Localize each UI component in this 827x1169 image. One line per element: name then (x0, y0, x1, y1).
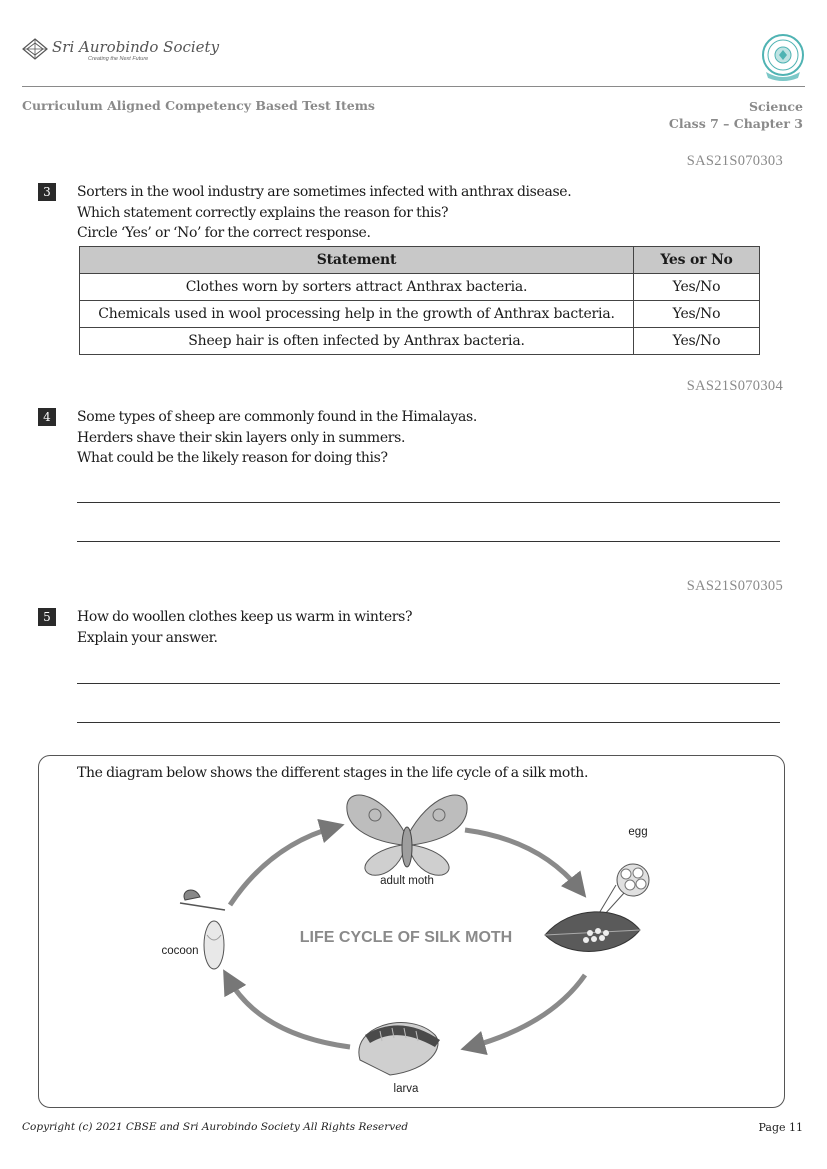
label-cocoon: cocoon (161, 945, 199, 957)
label-adult-moth: adult moth (380, 875, 434, 887)
leaf-icon (545, 912, 640, 952)
question-line: Sorters in the wool industry are sometimes infected with anthrax disease. (77, 184, 572, 200)
question-code: SAS21S070303 (686, 153, 783, 169)
header-rule (22, 86, 805, 87)
question-line: Circle ‘Yes’ or ‘No’ for the correct response. (77, 225, 371, 241)
arrow-cocoon-to-adult (230, 827, 335, 905)
header-title: Curriculum Aligned Competency Based Test Items (22, 98, 375, 113)
answer-line[interactable] (77, 722, 780, 723)
diagram-intro: The diagram below shows the different stages in the life cycle of a silk moth. (77, 765, 589, 781)
question-line: Some types of sheep are commonly found in the Himalayas. (77, 409, 477, 425)
arrow-adult-to-egg (465, 830, 580, 890)
yes-no-cell[interactable]: Yes/No (634, 328, 760, 355)
table-row (80, 328, 760, 355)
question-number: 3 (38, 183, 56, 201)
society-logo-name: Sri Aurobindo Society (52, 38, 220, 56)
statement-cell: Chemicals used in wool processing help in the growth of Anthrax bacteria. (80, 301, 634, 328)
yes-no-cell[interactable]: Yes/No (634, 274, 760, 301)
header-subject: Science (749, 99, 803, 114)
question-line: How do woollen clothes keep us warm in winters? (77, 609, 413, 625)
society-logo-icon (22, 38, 48, 60)
larva-icon (359, 1023, 440, 1075)
question-code: SAS21S070304 (686, 378, 783, 394)
label-egg: egg (628, 826, 648, 838)
question-line: Explain your answer. (77, 629, 218, 646)
question-line: Herders shave their skin layers only in summers. (77, 429, 406, 446)
answer-line[interactable] (77, 541, 780, 542)
arrow-larva-to-cocoon (228, 978, 350, 1047)
label-larva: larva (393, 1083, 419, 1095)
cocoon-icon (180, 890, 225, 969)
answer-line[interactable] (77, 502, 780, 503)
adult-moth-icon (347, 795, 467, 875)
question-text (77, 182, 571, 244)
page-number: Page 11 (758, 1121, 803, 1134)
question-text (77, 407, 477, 469)
statement-table (79, 246, 760, 355)
statement-cell: Clothes worn by sorters attract Anthrax bacteria. (80, 274, 634, 301)
question-code: SAS21S070305 (686, 578, 783, 594)
cbse-seal-icon (758, 32, 808, 82)
question-number: 4 (38, 408, 56, 426)
question-line: Which statement correctly explains the reason for this? (77, 204, 449, 221)
arrow-egg-to-larva (470, 975, 585, 1047)
question-line: What could be the likely reason for doing this? (77, 450, 388, 466)
table-row (80, 301, 760, 328)
yes-no-cell[interactable]: Yes/No (634, 301, 760, 328)
answer-line[interactable] (77, 683, 780, 684)
question-text (77, 607, 412, 648)
diagram-title: LIFE CYCLE OF SILK MOTH (299, 929, 513, 946)
statement-cell: Sheep hair is often infected by Anthrax bacteria. (80, 328, 634, 355)
society-logo-tagline: Creating the Next Future (88, 56, 149, 62)
footer-copyright: Copyright (c) 2021 CBSE and Sri Aurobindo Society All Rights Reserved (22, 1121, 409, 1133)
table-row (80, 274, 760, 301)
header-class-chapter: Class 7 – Chapter 3 (668, 116, 803, 131)
silk-moth-life-cycle-diagram (150, 785, 670, 1100)
table-header-row (80, 247, 760, 274)
header-subject-block (669, 98, 803, 132)
table-header-statement: Statement (80, 247, 634, 274)
question-number: 5 (38, 608, 56, 626)
table-header-yes-no: Yes or No (634, 247, 760, 274)
